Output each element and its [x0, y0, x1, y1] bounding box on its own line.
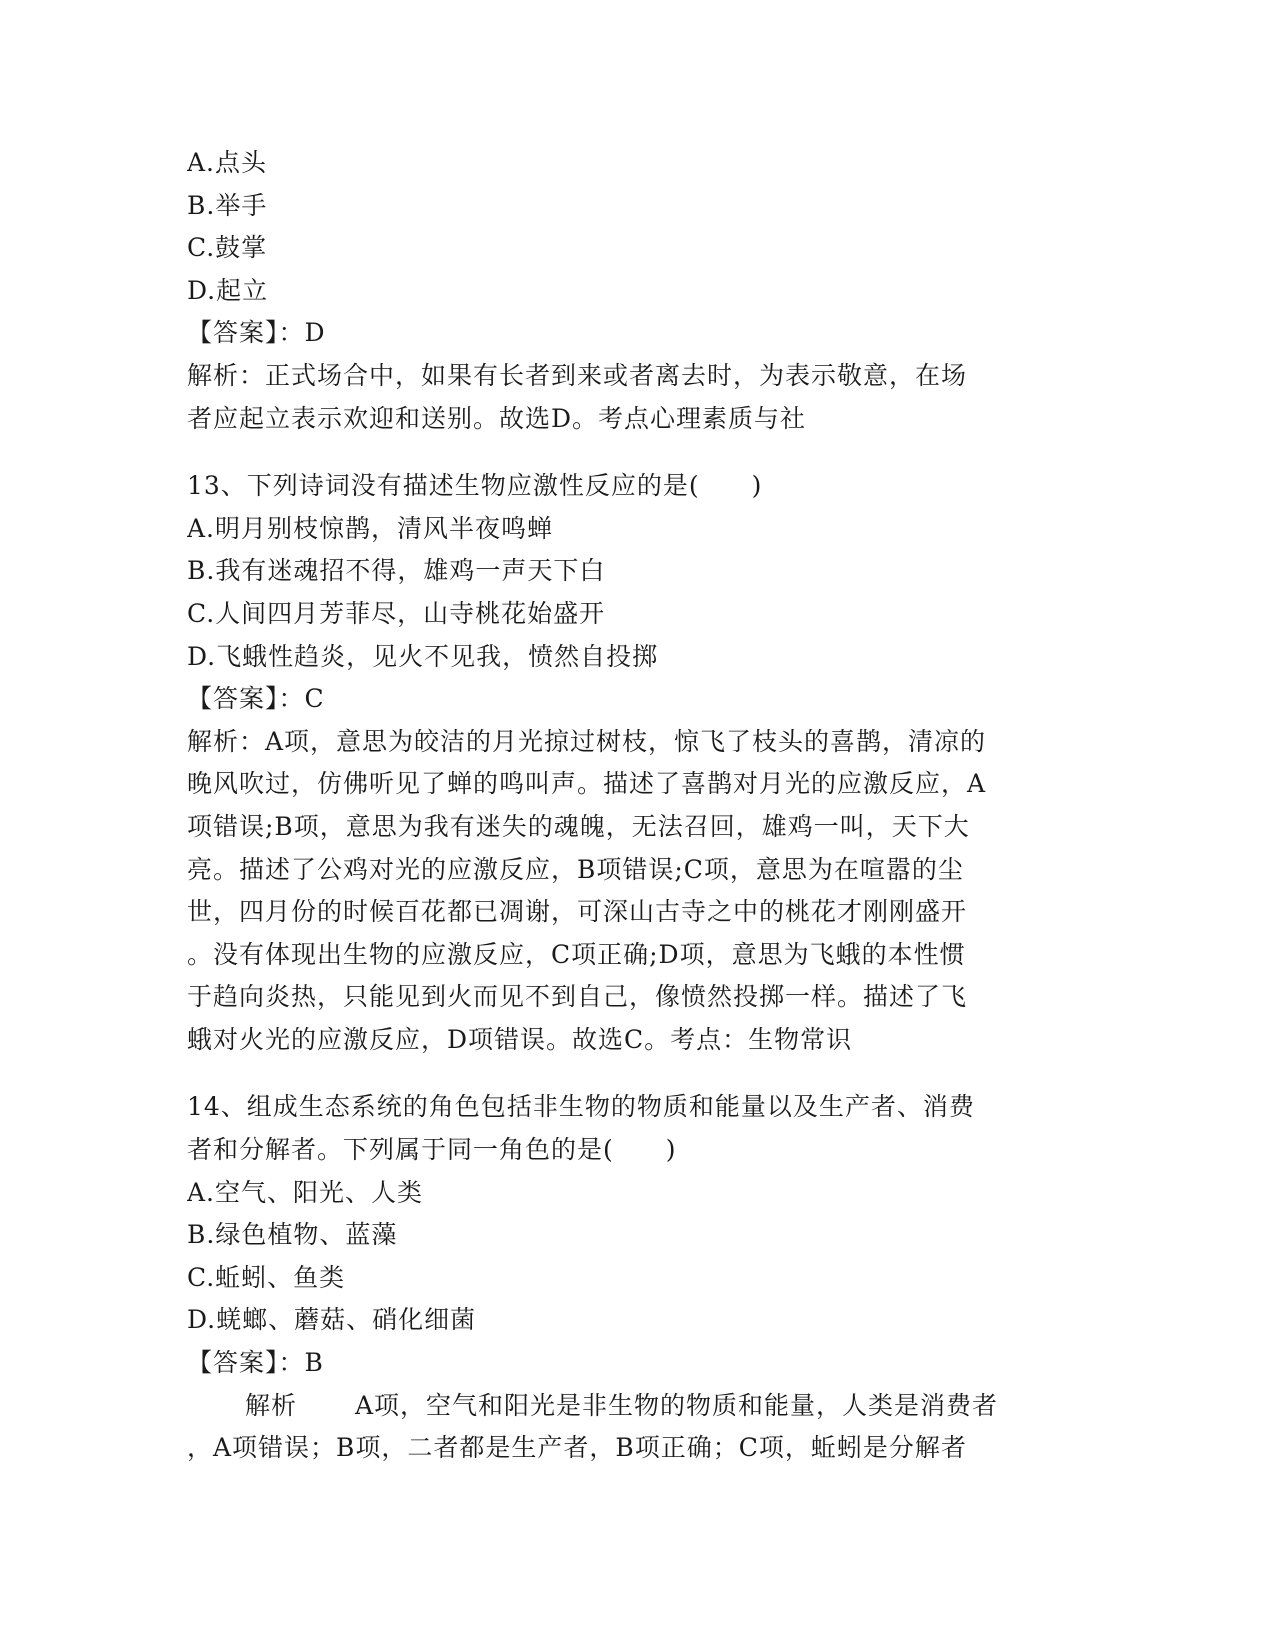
question-12-block [187, 142, 1097, 440]
analysis-label: 解析 [245, 1390, 298, 1420]
analysis-line: 解析：A项，意思为皎洁的月光掠过树枝，惊飞了枝头的喜鹊，清凉的 [187, 726, 987, 756]
option-d: D.蜣螂、蘑菇、硝化细菌 [187, 1305, 477, 1335]
analysis-line: 项错误;B项，意思为我有迷失的魂魄，无法召回，雄鸡一叫，天下大 [187, 811, 970, 841]
answer-line: 【答案】：C [187, 684, 325, 714]
analysis-line [187, 1385, 1097, 1428]
option-b: B.绿色植物、蓝藻 [187, 1220, 398, 1250]
analysis-line: 亮。描述了公鸡对光的应激反应，B项错误;C项，意思为在喧嚣的尘 [187, 854, 964, 884]
analysis-line: 于趋向炎热，只能见到火而见不到自己，像愤然投掷一样。描述了飞 [187, 982, 968, 1012]
question-text: 者和分解者。下列属于同一角色的是( ) [187, 1135, 677, 1165]
option-c: C.蚯蚓、鱼类 [187, 1262, 346, 1292]
option-a: A.明月别枝惊鹊，清风半夜鸣蝉 [187, 513, 554, 543]
answer-line: 【答案】：B [187, 1348, 324, 1378]
document-page [187, 142, 1097, 1470]
analysis-line: ，A项错误；B项，二者都是生产者，B项正确；C项，蚯蚓是分解者 [187, 1433, 967, 1463]
question-text: 13、下列诗词没有描述生物应激性反应的是( ) [187, 471, 763, 501]
option-d: D.起立 [187, 275, 269, 305]
option-b: B.举手 [187, 190, 268, 220]
analysis-line: 晚风吹过，仿佛听见了蝉的鸣叫声。描述了喜鹊对月光的应激反应，A [187, 769, 987, 799]
analysis-line: 世，四月份的时候百花都已凋谢，可深山古寺之中的桃花才刚刚盛开 [187, 897, 968, 927]
analysis-line: 者应起立表示欢迎和送别。故选D。考点心理素质与社 [187, 403, 807, 433]
option-d: D.飞蛾性趋炎，见火不见我，愤然自投掷 [187, 641, 659, 671]
answer-line: 【答案】：D [187, 318, 326, 348]
analysis-line: 解析：正式场合中，如果有长者到来或者离去时，为表示敬意，在场 [187, 360, 968, 390]
option-c: C.鼓掌 [187, 233, 268, 263]
question-13-block [187, 465, 1097, 1061]
option-a: A.空气、阳光、人类 [187, 1177, 424, 1207]
option-b: B.我有迷魂招不得，雄鸡一声天下白 [187, 556, 606, 586]
option-c: C.人间四月芳菲尽，山寺桃花始盛开 [187, 598, 606, 628]
analysis-line: 蛾对火光的应激反应，D项错误。故选C。考点：生物常识 [187, 1024, 853, 1054]
analysis-text: A项，空气和阳光是非生物的物质和能量，人类是消费者 [355, 1390, 999, 1420]
question-text: 14、组成生态系统的角色包括非生物的物质和能量以及生产者、消费 [187, 1092, 975, 1122]
option-a: A.点头 [187, 148, 268, 177]
question-14-block [187, 1086, 1097, 1469]
analysis-line: 。没有体现出生物的应激反应，C项正确;D项，意思为飞蛾的本性惯 [187, 939, 966, 969]
